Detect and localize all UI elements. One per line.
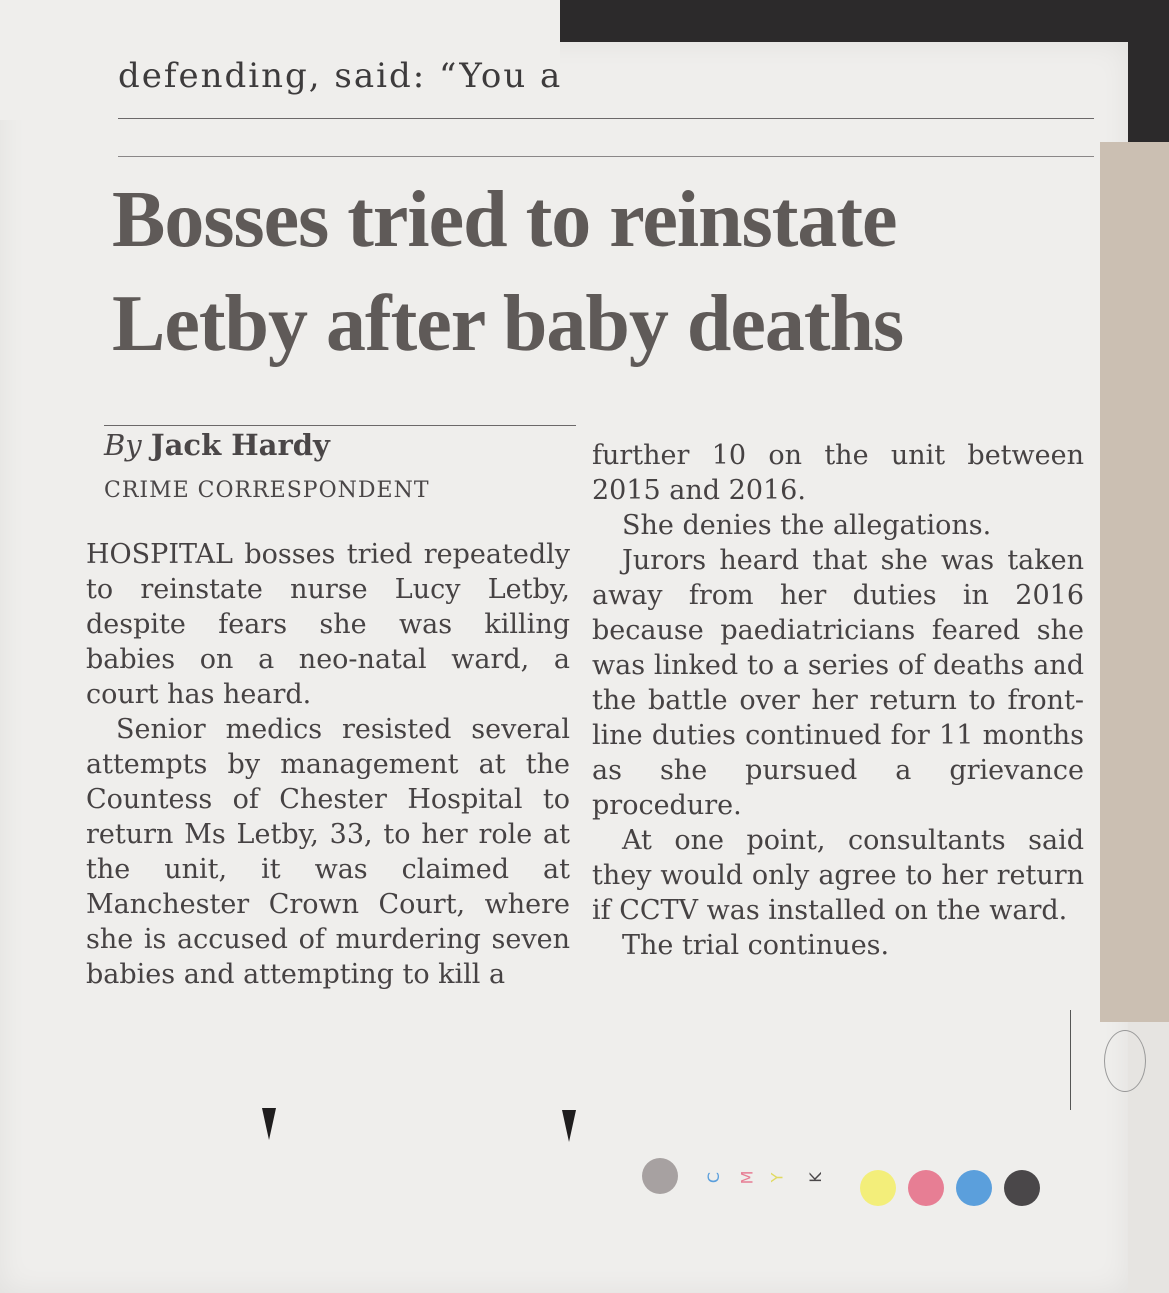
byline-rule <box>104 425 576 426</box>
cmyk-letter-m: M <box>737 1170 757 1185</box>
registration-dot-cyan <box>956 1170 992 1206</box>
staple-mark <box>262 1108 276 1140</box>
headline-rule <box>118 156 1094 157</box>
stamp-mark <box>1104 1030 1146 1092</box>
byline <box>104 428 330 462</box>
article-column-2 <box>592 438 1084 963</box>
paragraph: HOSPITAL bosses tried repeatedly to reinstate nurse Lucy Letby, despite fears she was killing babies on a neo-natal ward, a court has heard. <box>86 539 570 710</box>
staple-mark <box>562 1110 576 1142</box>
headline: Bosses tried to reinstate Letby after baby deaths <box>112 176 904 368</box>
article-column-1 <box>86 537 570 992</box>
byline-role: CRIME CORRESPONDENT <box>104 478 430 503</box>
paragraph: Jurors heard that she was taken away from her duties in 2016 because paediatricians feared she was linked to a series of deaths and the battle over her return to front-line duties continued for 11 months as she pursued a grievance procedure. <box>592 545 1084 821</box>
registration-dot-magenta <box>908 1170 944 1206</box>
registration-dot-yellow <box>860 1170 896 1206</box>
paragraph: further 10 on the unit between 2015 and 2016. <box>592 440 1084 506</box>
cmyk-letter-k: K <box>805 1172 825 1183</box>
paragraph: She denies the allegations. <box>622 510 992 541</box>
paragraph: Senior medics resisted several attempts by management at the Countess of Chester Hospital to return Ms Letby, 33, to her role at the unit, it was claimed at Manchester Crown Court, where she is accused of murdering seven babies and attempting to kill a <box>86 714 570 990</box>
paragraph: At one point, consultants said they would only agree to her return if CCTV was installed on the ward. <box>592 825 1084 926</box>
adjacent-page-edge <box>1100 142 1169 1022</box>
previous-article-fragment: defending, said: “You a <box>118 56 563 96</box>
byline-prefix: By <box>104 428 142 462</box>
byline-author: Jack Hardy <box>150 428 330 462</box>
cmyk-letter-c: C <box>704 1171 724 1184</box>
registration-dot-grey <box>642 1158 678 1194</box>
registration-dot-black <box>1004 1170 1040 1206</box>
top-rule <box>118 118 1094 119</box>
cmyk-letter-y: Y <box>767 1172 787 1183</box>
paragraph: The trial continues. <box>622 930 890 961</box>
column-rule <box>1070 1010 1071 1110</box>
